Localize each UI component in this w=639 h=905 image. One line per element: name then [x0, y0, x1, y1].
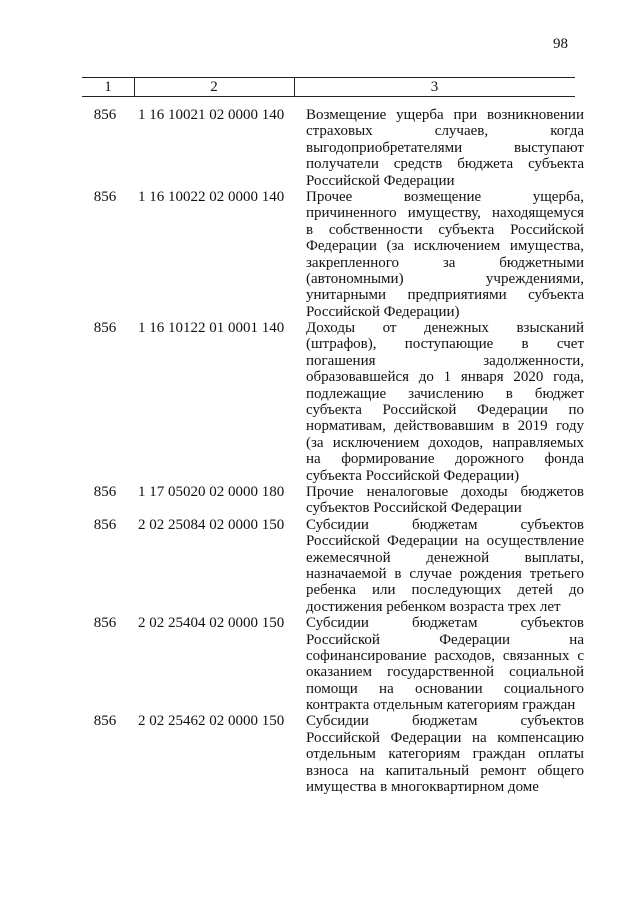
- description-line: Российской Федерации на осуществление: [306, 533, 584, 550]
- description-line: взноса на капитальный ремонт общего: [306, 762, 584, 779]
- description-cell: [306, 615, 584, 713]
- admin-code-cell: 856: [93, 615, 117, 632]
- revenue-code-cell: 2 02 25462 02 0000 150: [138, 713, 285, 730]
- page-number: 98: [553, 36, 568, 52]
- table-row: [82, 107, 584, 189]
- revenue-code-cell: 2 02 25404 02 0000 150: [138, 615, 285, 632]
- table-body: [82, 107, 584, 796]
- table-row: [82, 615, 584, 714]
- description-line: унитарными предприятиями субъекта: [306, 287, 584, 304]
- header-column-1: 1: [82, 78, 135, 96]
- table-row: [82, 188, 584, 320]
- description-line: Российской Федерации на: [306, 631, 584, 648]
- description-line: субъектов Российской Федерации: [306, 500, 522, 517]
- table-row: [82, 516, 584, 615]
- description-line: на формирование дорожного фонда: [306, 451, 584, 468]
- description-line: имущества в многоквартирном доме: [306, 779, 539, 796]
- description-line: (автономными) учреждениями,: [306, 270, 584, 287]
- revenue-code-cell: 2 02 25084 02 0000 150: [138, 516, 285, 533]
- description-line: Субсидии бюджетам субъектов: [306, 516, 584, 533]
- description-line: образовавшейся до 1 января 2020 года,: [306, 369, 584, 386]
- description-line: нормативам, действовавшим в 2019 году: [306, 418, 584, 435]
- description-line: Прочие неналоговые доходы бюджетов: [306, 483, 584, 500]
- admin-code-cell: 856: [93, 188, 117, 205]
- revenue-code-cell: 1 16 10122 01 0001 140: [138, 320, 285, 337]
- description-line: Российской Федерации на компенсацию: [306, 729, 584, 746]
- admin-code-cell: 856: [93, 516, 117, 533]
- description-line: причиненного имуществу, находящемуся: [306, 205, 584, 222]
- revenue-code-cell: 1 16 10022 02 0000 140: [138, 188, 285, 205]
- description-line: софинансирование расходов, связанных с: [306, 647, 584, 664]
- description-line: Российской Федерации: [306, 172, 455, 189]
- description-line: подлежащие зачислению в бюджет: [306, 385, 584, 402]
- description-line: в собственности субъекта Российской: [306, 221, 584, 238]
- description-line: получатели средств бюджета субъекта: [306, 156, 584, 173]
- admin-code-cell: 856: [93, 713, 117, 730]
- description-line: Доходы от денежных взысканий: [306, 320, 584, 337]
- admin-code-cell: 856: [93, 320, 117, 337]
- description-line: ребенка или последующих детей до: [306, 582, 584, 599]
- description-line: Федерации (за исключением имущества,: [306, 238, 584, 255]
- revenue-code-cell: 1 16 10021 02 0000 140: [138, 107, 285, 123]
- header-column-2: 2: [134, 78, 295, 96]
- description-line: (штрафов), поступающие в счет: [306, 336, 584, 353]
- description-line: отдельным категориям граждан оплаты: [306, 746, 584, 763]
- description-line: ежемесячной денежной выплаты,: [306, 549, 584, 566]
- table-header-row: [82, 77, 575, 97]
- description-cell: [306, 517, 584, 615]
- description-line: назначаемой в случае рождения третьего: [306, 565, 584, 582]
- description-line: закрепленного за бюджетными: [306, 254, 584, 271]
- description-line: субъекта Российской Федерации): [306, 467, 520, 484]
- description-cell: [306, 713, 584, 795]
- description-line: помощи на основании социального: [306, 680, 584, 697]
- description-line: Прочее возмещение ущерба,: [306, 188, 584, 205]
- table-row: [82, 713, 584, 796]
- description-line: Возмещение ущерба при возникновении: [306, 107, 584, 123]
- description-cell: [306, 484, 584, 517]
- revenue-code-cell: 1 17 05020 02 0000 180: [138, 483, 285, 500]
- admin-code-cell: 856: [93, 107, 117, 123]
- description-line: Субсидии бюджетам субъектов: [306, 615, 584, 632]
- admin-code-cell: 856: [93, 483, 117, 500]
- description-line: Российской Федерации): [306, 303, 460, 320]
- description-line: субъекта Российской Федерации по: [306, 402, 584, 419]
- description-line: достижения ребенком возраста трех лет: [306, 598, 561, 615]
- description-cell: [306, 107, 584, 189]
- description-line: страховых случаев, когда: [306, 123, 584, 140]
- table-row: [82, 320, 584, 484]
- description-line: (за исключением доходов, направляемых: [306, 434, 584, 451]
- header-column-3: 3: [430, 79, 439, 95]
- description-cell: [306, 189, 584, 320]
- description-line: контракта отдельным категориям граждан: [306, 697, 576, 714]
- description-line: погашения задолженности,: [306, 352, 584, 369]
- description-line: выгодоприобретателями выступают: [306, 139, 584, 156]
- description-cell: [306, 320, 584, 484]
- table-row: [82, 483, 584, 517]
- description-line: Субсидии бюджетам субъектов: [306, 713, 584, 730]
- description-line: оказанием государственной социальной: [306, 664, 584, 681]
